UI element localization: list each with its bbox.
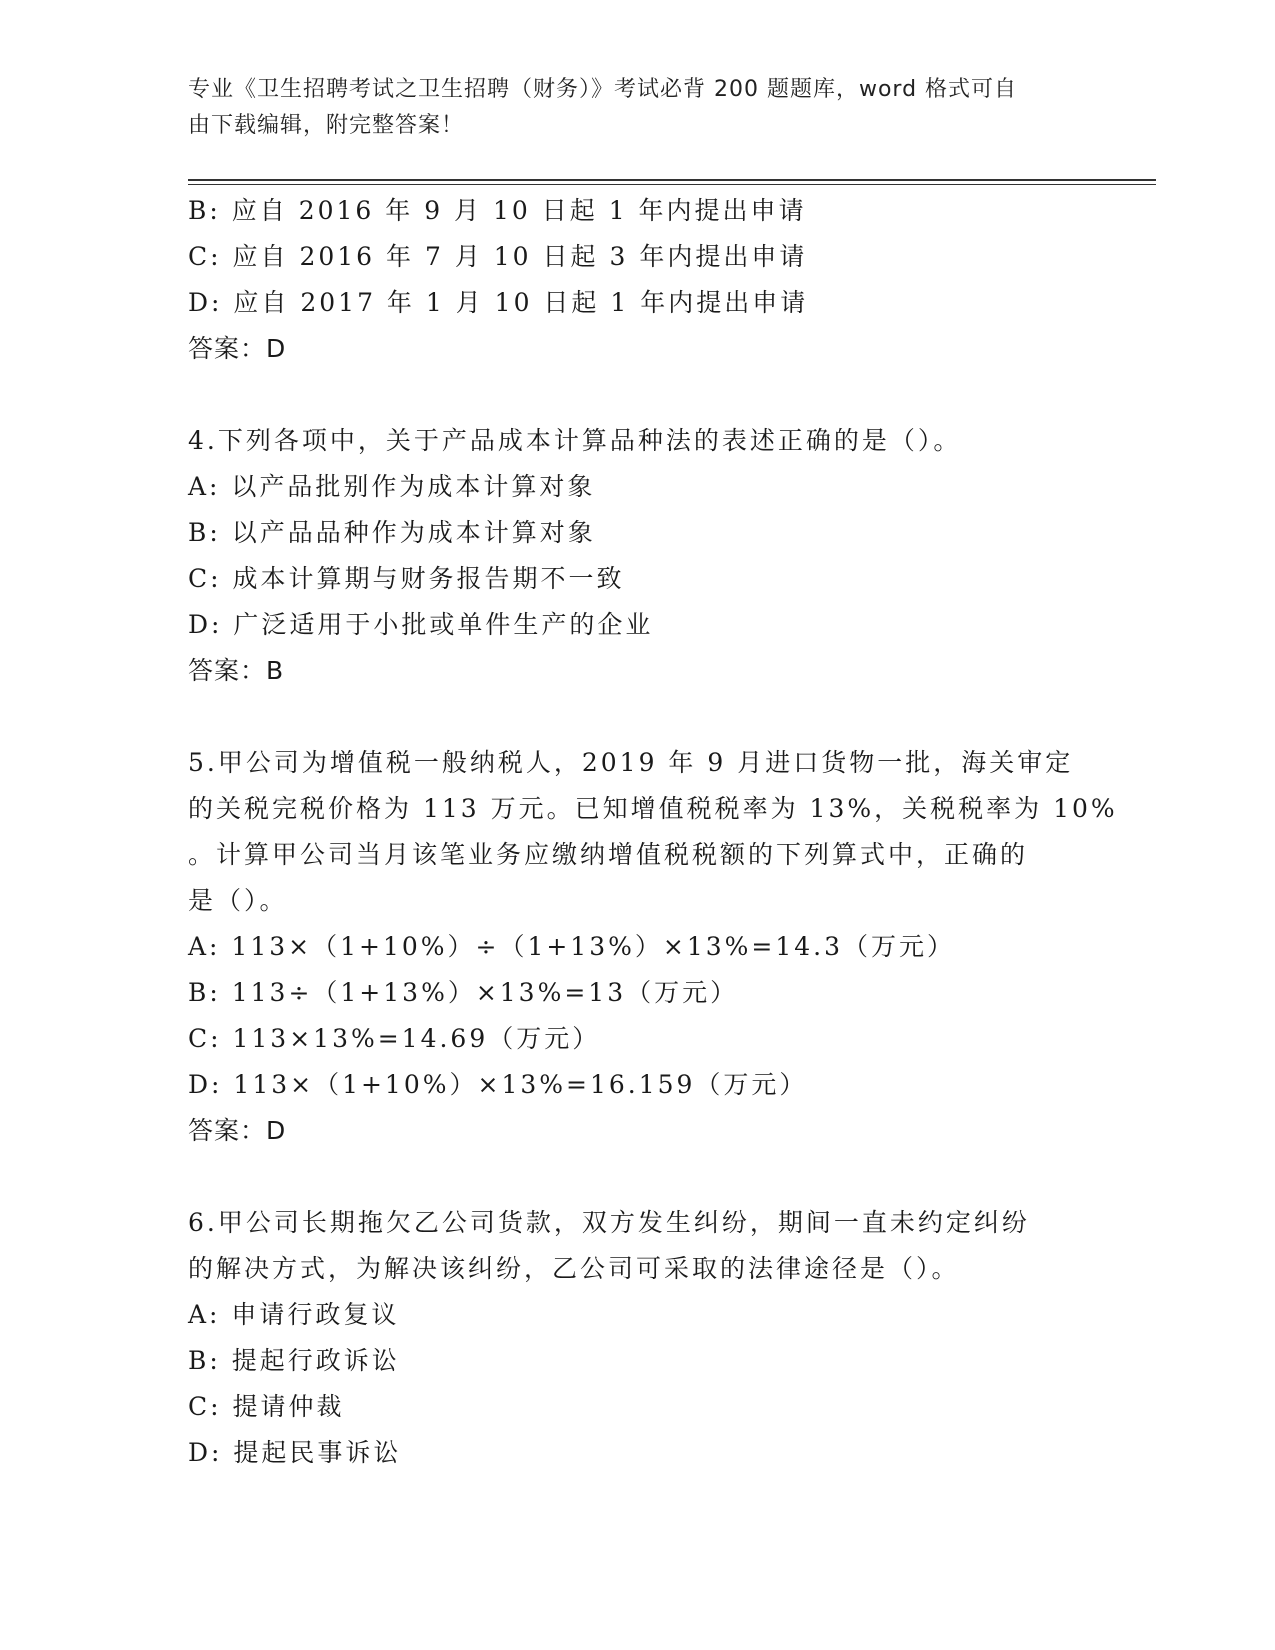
answer: 答案：D bbox=[188, 1116, 287, 1145]
option-c: C: 成本计算期与财务报告期不一致 bbox=[188, 564, 625, 593]
header-divider bbox=[188, 179, 1156, 181]
option-c: C: 113×13%=14.69（万元） bbox=[188, 1024, 601, 1053]
header-line-2: 由下载编辑，附完整答案！ bbox=[188, 113, 465, 138]
option-b: B: 应自 2016 年 9 月 10 日起 1 年内提出申请 bbox=[188, 196, 807, 225]
question-3 bbox=[188, 188, 1088, 372]
answer: 答案：D bbox=[188, 334, 287, 363]
question-text-line-3: 。计算甲公司当月该笔业务应缴纳增值税税额的下列算式中，正确的 bbox=[188, 840, 1029, 869]
option-b: B: 113÷（1+13%）×13%=13（万元） bbox=[188, 978, 739, 1007]
option-d: D: 广泛适用于小批或单件生产的企业 bbox=[188, 610, 654, 639]
option-c: C: 应自 2016 年 7 月 10 日起 3 年内提出申请 bbox=[188, 242, 808, 271]
option-a: A: 113×（1+10%）÷（1+13%）×13%=14.3（万元） bbox=[188, 932, 956, 961]
option-a: A: 以产品批别作为成本计算对象 bbox=[188, 472, 596, 501]
option-d: D: 提起民事诉讼 bbox=[188, 1438, 402, 1467]
question-6 bbox=[188, 1200, 1088, 1476]
question-5 bbox=[188, 740, 1118, 1154]
question-text-line-4: 是（）。 bbox=[188, 886, 288, 915]
question-text-line-2: 的解决方式，为解决该纠纷，乙公司可采取的法律途径是（）。 bbox=[188, 1254, 960, 1283]
header-divider-thin bbox=[188, 184, 1156, 185]
question-text-line-2: 的关税完税价格为 113 万元。已知增值税税率为 13%，关税税率为 10% bbox=[188, 794, 1118, 823]
question-list bbox=[188, 188, 1118, 1476]
option-a: A: 申请行政复议 bbox=[188, 1300, 400, 1329]
question-text-line-1: 5.甲公司为增值税一般纳税人，2019 年 9 月进口货物一批，海关审定 bbox=[188, 748, 1074, 777]
option-d: D: 应自 2017 年 1 月 10 日起 1 年内提出申请 bbox=[188, 288, 809, 317]
option-c: C: 提请仲裁 bbox=[188, 1392, 345, 1421]
option-d: D: 113×（1+10%）×13%=16.159（万元） bbox=[188, 1070, 808, 1099]
option-b: B: 提起行政诉讼 bbox=[188, 1346, 400, 1375]
document-header bbox=[188, 72, 1088, 144]
question-text: 4.下列各项中，关于产品成本计算品种法的表述正确的是（）。 bbox=[188, 426, 962, 455]
question-4 bbox=[188, 418, 1088, 694]
question-text-line-1: 6.甲公司长期拖欠乙公司货款，双方发生纠纷，期间一直未约定纠纷 bbox=[188, 1208, 1030, 1237]
answer: 答案：B bbox=[188, 656, 285, 685]
header-line-1: 专业《卫生招聘考试之卫生招聘（财务）》考试必背 200 题题库，word 格式可自 bbox=[188, 77, 1018, 102]
option-b: B: 以产品品种作为成本计算对象 bbox=[188, 518, 596, 547]
